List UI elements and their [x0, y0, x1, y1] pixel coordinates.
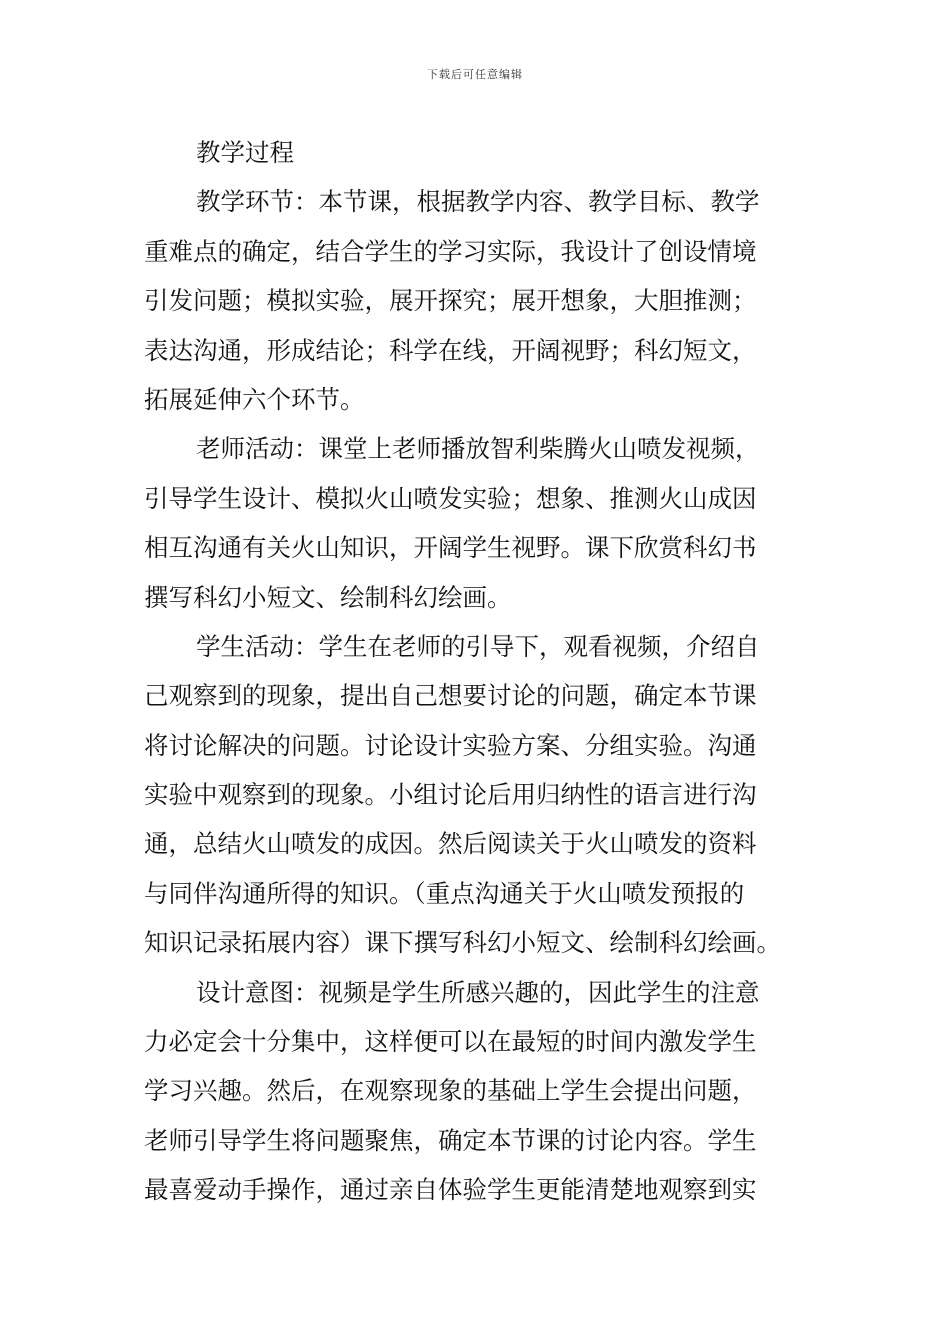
paragraph-line: 表达沟通，形成结论；科学在线，开阔视野；科幻短文， — [144, 335, 757, 365]
paragraph-line: 将讨论解决的问题。讨论设计实验方案、分组实验。沟通 — [144, 730, 757, 760]
paragraph-line: 老师活动：课堂上老师播放智利柴腾火山喷发视频， — [196, 434, 760, 464]
paragraph-line: 设计意图：视频是学生所感兴趣的，因此学生的注意 — [196, 977, 760, 1007]
paragraph-line: 力必定会十分集中，这样便可以在最短的时间内激发学生 — [144, 1027, 757, 1057]
paragraph-line: 老师引导学生将问题聚焦，确定本节课的讨论内容。学生 — [144, 1125, 757, 1155]
paragraph-line: 通，总结火山喷发的成因。然后阅读关于火山喷发的资料 — [144, 829, 757, 859]
paragraph-line: 知识记录拓展内容）课下撰写科幻小短文、绘制科幻绘画。 — [144, 928, 781, 958]
paragraph-line: 引导学生设计、模拟火山喷发实验；想象、推测火山成因 — [144, 483, 757, 513]
paragraph-line: 实验中观察到的现象。小组讨论后用归纳性的语言进行沟 — [144, 780, 757, 810]
section-heading: 教学过程 — [196, 138, 294, 167]
paragraph-line: 相互沟通有关火山知识，开阔学生视野。课下欣赏科幻书 — [144, 533, 757, 563]
paragraph-line: 学生活动：学生在老师的引导下，观看视频，介绍自 — [196, 631, 760, 661]
paragraph-line: 己观察到的现象，提出自己想要讨论的问题，确定本节课 — [144, 681, 757, 711]
document-body — [144, 128, 808, 1215]
paragraph-line: 引发问题；模拟实验，展开探究；展开想象，大胆推测； — [144, 286, 757, 316]
paragraph-line: 重难点的确定，结合学生的学习实际，我设计了创设情境 — [144, 236, 757, 266]
paragraph-line: 最喜爱动手操作，通过亲自体验学生更能清楚地观察到实 — [144, 1175, 757, 1205]
paragraph-line: 撰写科幻小短文、绘制科幻绘画。 — [144, 582, 512, 612]
paragraph-line: 学习兴趣。然后，在观察现象的基础上学生会提出问题， — [144, 1076, 757, 1106]
paragraph-line: 教学环节：本节课，根据教学内容、教学目标、教学 — [196, 187, 760, 217]
paragraph-line: 与同伴沟通所得的知识。（重点沟通关于火山喷发预报的 — [144, 878, 745, 908]
paragraph-line: 拓展延伸六个环节。 — [144, 384, 365, 414]
header-note: 下载后可任意编辑 — [427, 68, 523, 81]
